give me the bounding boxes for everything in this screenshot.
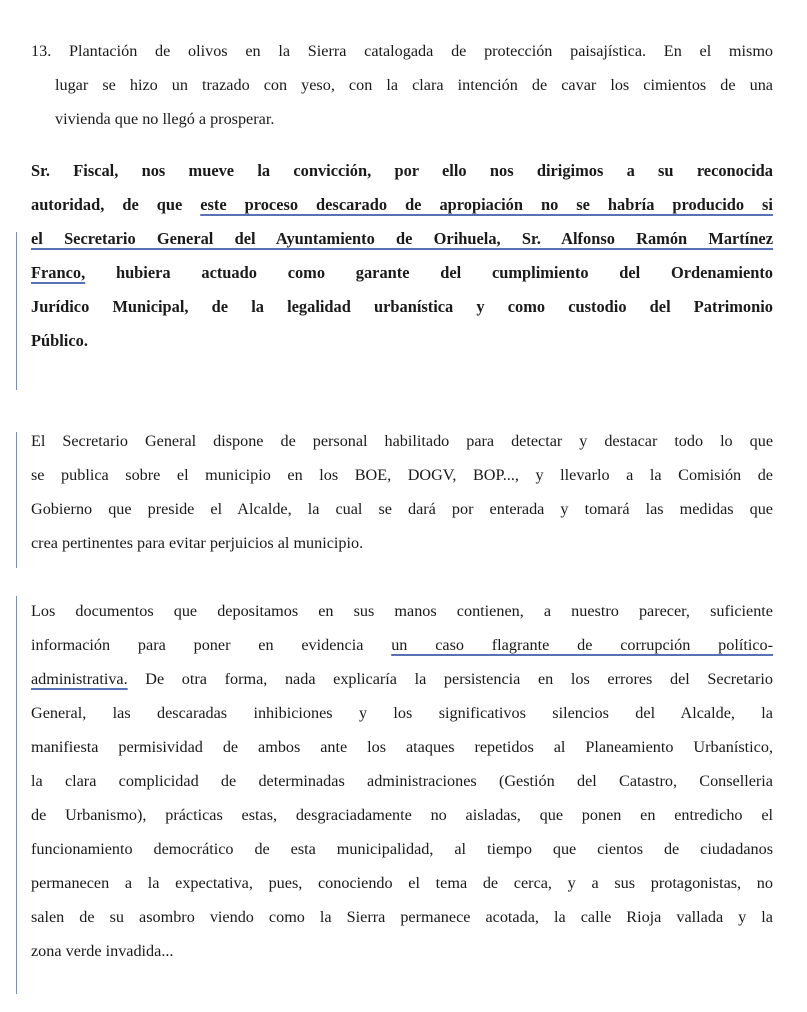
documents-line-10: salen de su asombro viendo como la Sierra permanece acotada, la calle Rioja vallada y la (31, 908, 773, 926)
bold-line-1: Sr. Fiscal, nos mueve la convicción, por ello nos dirigimos a su reconocida (31, 161, 773, 180)
secretary-line-3: Gobierno que preside el Alcalde, la cual se dará por enterada y tomará las medidas que (31, 500, 773, 518)
bold-line-5: Jurídico Municipal, de la legalidad urbanística y como custodio del Patrimonio (31, 297, 773, 316)
documents-paragraph (31, 594, 773, 968)
item-13-line-1: Plantación de olivos en la Sierra catalogada de protección paisajística. En el mismo (68, 42, 774, 60)
documents-line-6: la clara complicidad de determinadas administraciones (Gestión del Catastro, Conselleria (31, 772, 773, 790)
underlined-text: un caso flagrante de corrupción político- (391, 636, 773, 654)
documents-line-9: permanecen a la expectativa, pues, conociendo el tema de cerca, y a sus protagonistas, no (31, 874, 773, 892)
margin-mark-documents (16, 596, 17, 994)
bold-paragraph (31, 154, 773, 358)
bold-line-4b: hubiera actuado como garante del cumplimiento del Ordenamiento (85, 263, 773, 282)
bold-line-2a: autoridad, de que (31, 195, 201, 214)
documents-line-8: funcionamiento democrático de esta municipalidad, al tiempo que cientos de ciudadanos (31, 840, 773, 858)
documents-line-5: manifiesta permisividad de ambos ante los ataques repetidos al Planeamiento Urbanístico, (31, 738, 773, 756)
secretary-line-1: El Secretario General dispone de personal habilitado para detectar y destacar todo lo que (31, 432, 773, 450)
list-item-13 (31, 34, 773, 136)
underlined-text: Franco, (31, 263, 86, 282)
item-13-line-3: vivienda que no llegó a prosperar. (55, 110, 275, 128)
bold-line-6: Público. (31, 331, 88, 350)
underlined-text: este proceso descarado de apropiación no se habría producido si (200, 195, 773, 214)
item-number: 13. (31, 42, 52, 60)
margin-mark-secretary (16, 432, 17, 568)
documents-line-4: General, las descaradas inhibiciones y los significativos silencios del Alcalde, la (31, 704, 773, 722)
documents-line-2a: información para poner en evidencia (31, 636, 392, 654)
underlined-text: administrativa. (31, 670, 128, 688)
item-13-line-2: lugar se hizo un trazado con yeso, con la clara intención de cavar los cimientos de una (55, 76, 773, 94)
secretary-paragraph (31, 424, 773, 560)
documents-line-1: Los documentos que depositamos en sus manos contienen, a nuestro parecer, suficiente (31, 602, 773, 620)
secretary-line-4: crea pertinentes para evitar perjuicios al municipio. (31, 534, 364, 552)
documents-line-3b: De otra forma, nada explicaría la persistencia en los errores del Secretario (127, 670, 773, 688)
margin-mark-bold (16, 232, 17, 390)
documents-line-7: de Urbanismo), prácticas estas, desgraciadamente no aisladas, que ponen en entredicho el (31, 806, 773, 824)
underlined-text: el Secretario General del Ayuntamiento de Orihuela, Sr. Alfonso Ramón Martínez (31, 229, 773, 248)
documents-line-11: zona verde invadida... (31, 942, 174, 960)
secretary-line-2: se publica sobre el municipio en los BOE, DOGV, BOP..., y llevarlo a la Comisión de (31, 466, 773, 484)
